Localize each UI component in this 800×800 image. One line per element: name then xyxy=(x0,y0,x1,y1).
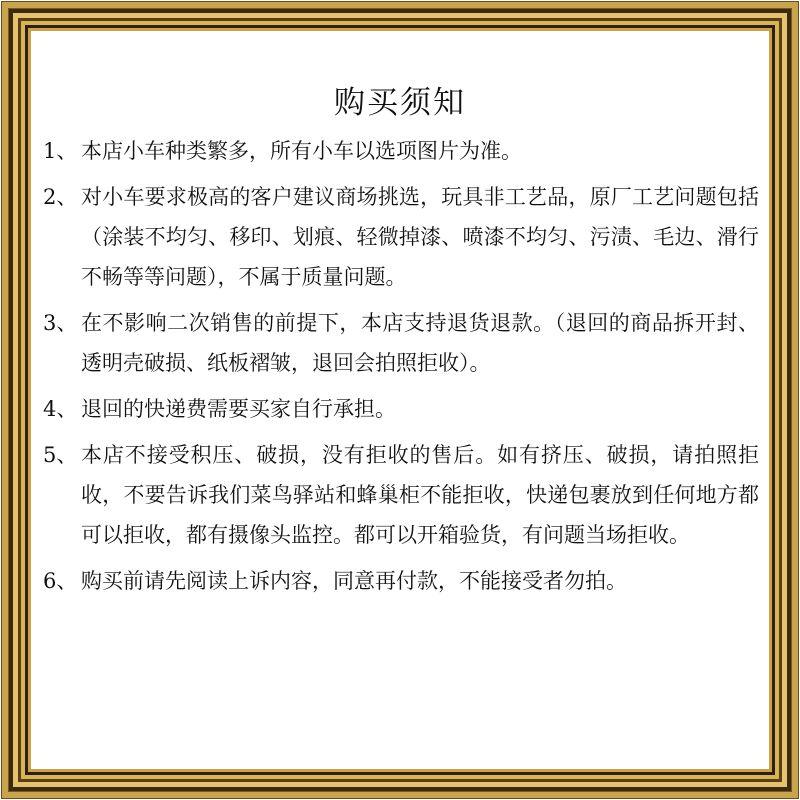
notice-item-6 xyxy=(43,561,759,601)
notice-item-5 xyxy=(43,435,759,555)
notice-panel xyxy=(31,31,769,769)
item-number: 2、 xyxy=(43,185,78,209)
item-text: 在不影响二次销售的前提下，本店支持退货退款。（退回的商品拆开封、透明壳破损、纸板褶皱，退回会拍照拒收）。 xyxy=(81,311,759,375)
notice-item-1 xyxy=(43,131,759,171)
notice-title: 购买须知 xyxy=(334,85,466,121)
notice-item-2 xyxy=(43,177,759,297)
item-number: 4、 xyxy=(43,397,78,421)
item-text: 本店不接受积压、破损，没有拒收的售后。如有挤压、破损，请拍照拒收，不要告诉我们菜鸟驿站和蜂巢柜不能拒收，快递包裹放到任何地方都可以拒收，都有摄像头监控。都可以开箱验货，有问题当场拒收。 xyxy=(81,443,759,547)
item-text: 本店小车种类繁多，所有小车以选项图片为准。 xyxy=(81,139,522,163)
item-number: 1、 xyxy=(43,139,78,163)
item-number: 3、 xyxy=(43,311,78,335)
item-number: 5、 xyxy=(43,443,78,467)
item-number: 6、 xyxy=(43,569,78,593)
notice-item-4 xyxy=(43,389,759,429)
item-text: 退回的快递费需要买家自行承担。 xyxy=(81,397,396,421)
item-text: 购买前请先阅读上诉内容，同意再付款，不能接受者勿拍。 xyxy=(81,569,627,593)
item-text: 对小车要求极高的客户建议商场挑选，玩具非工艺品，原厂工艺问题包括（涂装不均匀、移印、划痕、轻微掉漆、喷漆不均匀、污渍、毛边、滑行不畅等等问题），不属于质量问题。 xyxy=(81,185,759,289)
notice-list xyxy=(43,131,759,607)
notice-item-3 xyxy=(43,303,759,383)
